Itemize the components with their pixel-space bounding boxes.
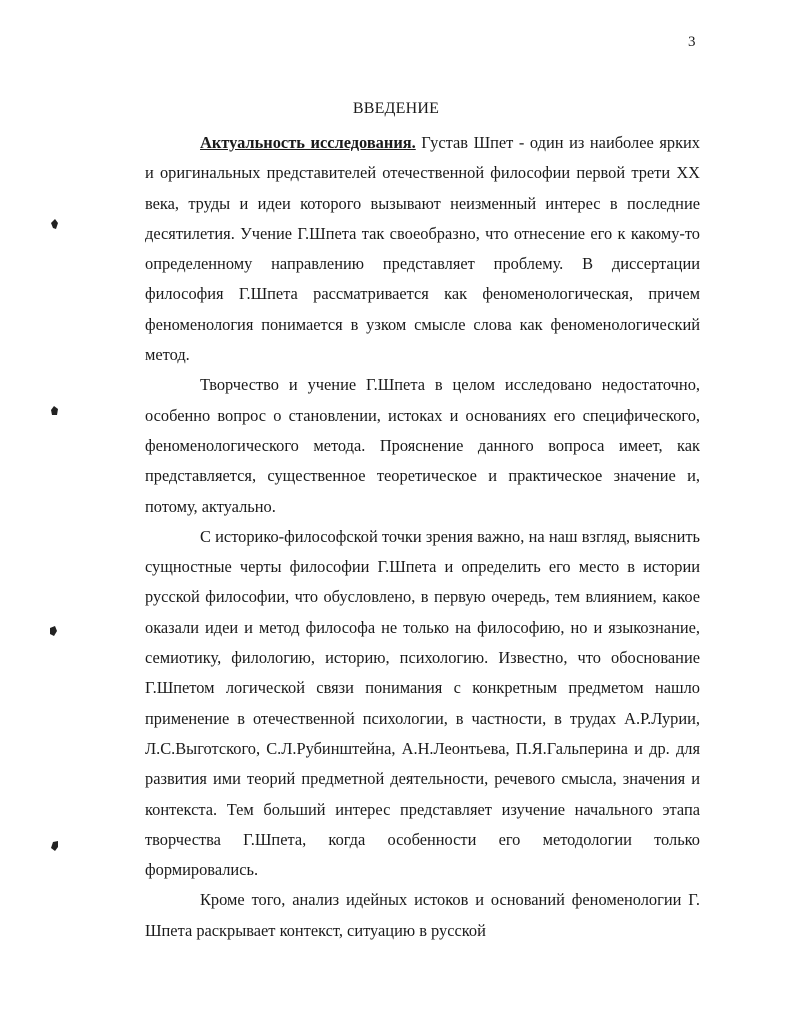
intro-text: Густав Шпет - один из наиболее ярких и оригинальных представителей отечественной философии первой трети XX века, труды и идеи которого вызывают неизменный интерес в последние десятилетия. Учение Г.Шпета так своеобразно, что отнесение его к какому-то определенному направлению представляет проблему. В диссертации философия Г.Шпета рассматривается как феноменологическая, причем феноменология понимается в узком смысле слова как феноменологический метод. <box>145 133 700 365</box>
paragraph-intro <box>145 128 700 370</box>
body-text <box>145 128 700 946</box>
page-number: 3 <box>688 34 696 50</box>
paragraph: Творчество и учение Г.Шпета в целом исследовано недостаточно, особенно вопрос о становлении, истоках и основаниях его специфического, феноменологического метода. Прояснение данного вопроса имеет, как представляется, существенное теоретическое и практическое значение и, потому, актуально. <box>145 375 700 516</box>
paragraph: Кроме того, анализ идейных истоков и оснований феноменологии Г. Шпета раскрывает контекст, ситуацию в русской <box>145 890 700 940</box>
section-title: ВВЕДЕНИЕ <box>352 100 440 117</box>
binder-hole-mark <box>48 625 58 637</box>
lead-phrase: Актуальность исследования. <box>200 133 416 152</box>
binder-hole-mark <box>50 405 60 417</box>
binder-hole-mark <box>50 218 60 230</box>
binder-hole-mark <box>50 840 60 852</box>
paragraph: С историко-философской точки зрения важно, на наш взгляд, выяснить сущностные черты философии Г.Шпета и определить его место в истории русской философии, что обусловлено, в первую очередь, тем влиянием, какое оказали идеи и метод философа не только на философию, но и языкознание, семиотику, филологию, историю, психологию. Известно, что обоснование Г.Шпетом логической связи понимания с конкретным предметом нашло применение в отечественной психологии, в частности, в трудах А.Р.Лурии, Л.С.Выготского, С.Л.Рубинштейна, А.Н.Леонтьева, П.Я.Гальперина и др. для развития ими теорий предметной деятельности, речевого смысла, значения и контекста. Тем больший интерес представляет изучение начального этапа творчества Г.Шпета, когда особенности его методологии только формировались. <box>145 526 700 880</box>
